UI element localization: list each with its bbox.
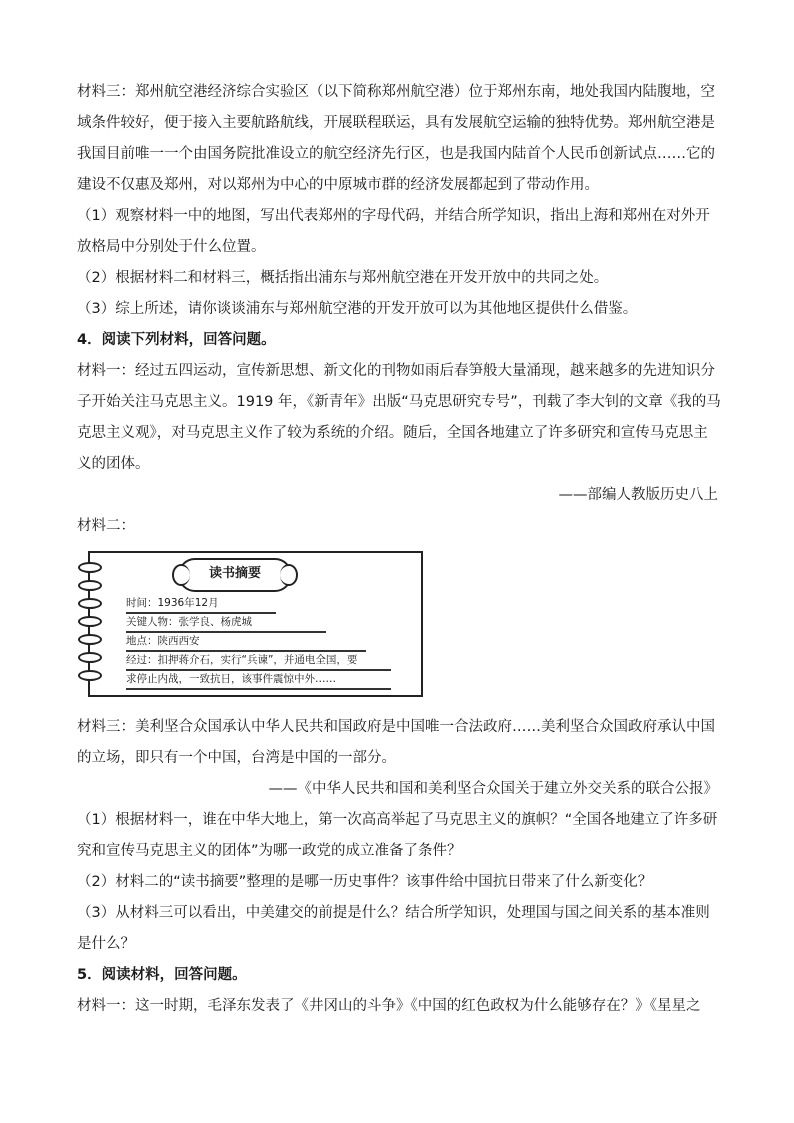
text-line: 域条件较好，便于接入主要航路航线，开展联程联运，具有发展航空运输的独特优势。郑州航空港是 bbox=[77, 115, 715, 131]
text-line: 建设不仅惠及郑州，对以郑州为中心的中原城市群的经济发展都起到了带动作用。 bbox=[77, 177, 599, 193]
underline bbox=[126, 612, 276, 614]
spiral-ring-icon bbox=[78, 580, 102, 591]
question-1: （1）根据材料一，谁在中华大地上，第一次高高举起了马克思主义的旗帜？“全国各地建立了许多研 bbox=[77, 812, 718, 828]
spiral-ring-icon bbox=[78, 598, 102, 609]
note-line: 求停止内战，一致抗日，该事件震惊中外…… bbox=[126, 673, 336, 685]
spiral-ring-icon bbox=[78, 670, 102, 681]
cloud-title bbox=[178, 558, 292, 592]
text-line: 子开始关注马克思主义。1919 年，《新青年》出版“马克思研究专号”，刊载了李大钊的文章《我的马 bbox=[77, 394, 721, 410]
question-3: （3）从材料三可以看出，中美建交的前提是什么？结合所学知识，处理国与国之间关系的基本准则 bbox=[77, 905, 710, 921]
text-line: 材料一：经过五四运动，宣传新思想、新文化的刊物如雨后春笋般大量涌现，越来越多的先进知识分 bbox=[77, 363, 715, 379]
note-line: 地点：陕西西安 bbox=[126, 635, 200, 647]
underline bbox=[126, 688, 391, 690]
text-line: 的立场，即只有一个中国，台湾是中国的一部分。 bbox=[77, 750, 396, 766]
note-line: 时间：1936年12月 bbox=[126, 597, 219, 609]
material-label: 材料二： bbox=[77, 518, 135, 534]
text-line: 材料三：郑州航空港经济综合实验区（以下简称郑州航空港）位于郑州东南，地处我国内陆腹地，空 bbox=[77, 84, 715, 100]
underline bbox=[126, 669, 391, 671]
text-line: 究和宣传马克思主义的团体”为哪一政党的成立准备了条件？ bbox=[77, 843, 462, 859]
underline bbox=[126, 650, 366, 652]
source-citation: ——部编人教版历史八上 bbox=[558, 487, 718, 503]
source-citation: ——《中华人民共和国和美利坚合众国关于建立外交关系的联合公报》 bbox=[268, 781, 718, 797]
spiral-ring-icon bbox=[78, 634, 102, 645]
text-line: 材料三：美利坚合众国承认中华人民共和国政府是中国唯一合法政府……美利坚合众国政府承认中国 bbox=[77, 719, 715, 735]
question-2: （2）根据材料二和材料三，概括指出浦东与郑州航空港在开发开放中的共同之处。 bbox=[77, 270, 609, 286]
text-line: 义的团体。 bbox=[77, 456, 150, 472]
text-line: 我国目前唯一一个由国务院批准设立的航空经济先行区，也是我国内陆首个人民币创新试点……它的 bbox=[77, 146, 715, 162]
spiral-ring-icon bbox=[78, 652, 102, 663]
question-2: （2）材料二的“读书摘要”整理的是哪一历史事件？该事件给中国抗日带来了什么新变化？ bbox=[77, 874, 653, 890]
spiral-ring-icon bbox=[78, 616, 102, 627]
spiral-ring-icon bbox=[78, 562, 102, 573]
card-title: 读书摘要 bbox=[208, 566, 261, 581]
question-heading-4: 4．阅读下列材料，回答问题。 bbox=[77, 332, 276, 348]
underline bbox=[126, 631, 326, 633]
question-1: （1）观察材料一中的地图，写出代表郑州的字母代码，并结合所学知识，指出上海和郑州在对外开 bbox=[77, 208, 710, 224]
note-line: 关键人物：张学良、杨虎城 bbox=[126, 616, 252, 628]
question-3: （3）综上所述，请你谈谈浦东与郑州航空港的开发开放可以为其他地区提供什么借鉴。 bbox=[77, 301, 638, 317]
text-line: 克思主义观》，对马克思主义作了较为系统的介绍。随后，全国各地建立了许多研究和宣传马克思主 bbox=[77, 425, 708, 441]
text-line: 放格局中分别处于什么位置。 bbox=[77, 239, 266, 255]
text-line: 是什么？ bbox=[77, 936, 135, 952]
question-heading-5: 5．阅读材料，回答问题。 bbox=[77, 967, 247, 983]
text-line: 材料一：这一时期，毛泽东发表了《井冈山的斗争》《中国的红色政权为什么能够存在？》《星星之 bbox=[77, 998, 701, 1014]
note-line: 经过：扣押蒋介石，实行“兵谏”，并通电全国，要 bbox=[126, 654, 358, 666]
